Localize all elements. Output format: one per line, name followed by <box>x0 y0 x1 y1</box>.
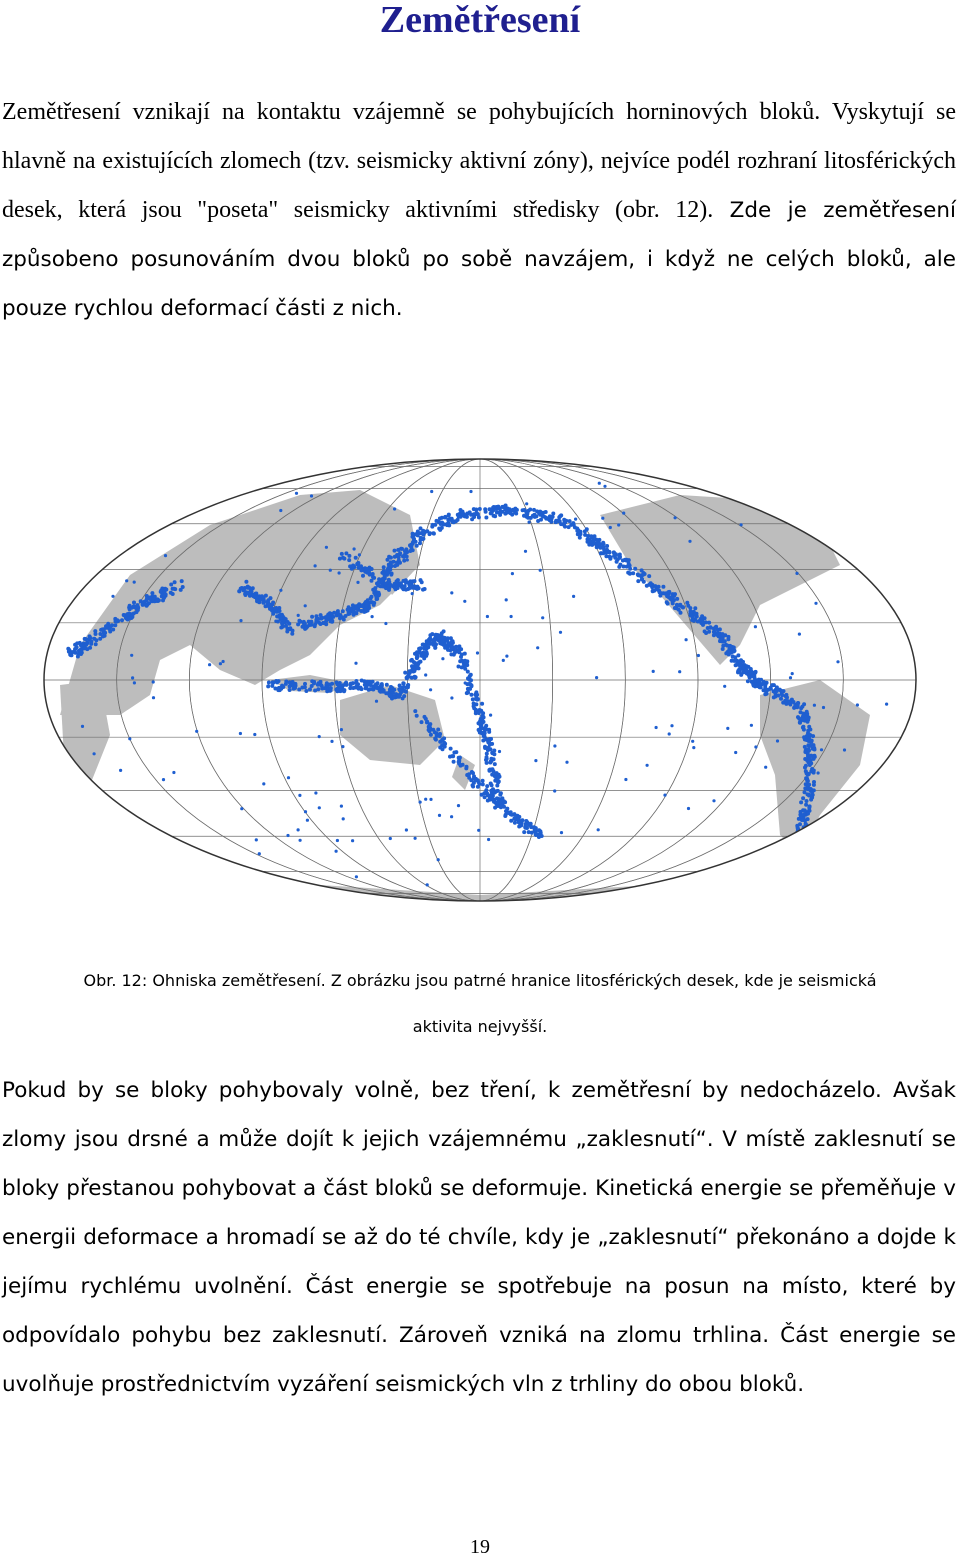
figure-caption-line2: aktivita nejvyšší. <box>412 1017 548 1036</box>
page-title: Zemětřesení <box>379 0 581 41</box>
intro-paragraph-part2: Zde je zemětřesení způsobeno posunováním dvou bloků po sobě navzájem, i když ne celých bloků, ale pouze rychlou deformací části z nich. <box>2 198 956 321</box>
intro-paragraph-part1: Zemětřesení vznikají na kontaktu vzájemně se pohybujících horninových bloků. Vyskytují se hlavně na existujících zlomech (tzv. seismicky aktivní zóny), nejvíce podél rozhraní litosférických desek, která jsou "poseta" seismicky aktivními středisky (obr. 12). <box>2 99 956 223</box>
body-paragraph: Pokud by se bloky pohybovaly volně, bez tření, k zemětřesní by nedocházelo. Avšak zlomy jsou drsné a může dojít k jejich vzájemnému „zaklesnutí“. V místě zaklesnutí se bloky přestanou pohybovat a část bloků se deformuje. Kinetická energie se přeměňuje v energii deformace a hromadí se až do té chvíle, kdy je „zaklesnutí“ překonáno a dojde k jejímu rychlému uvolnění. Část energie se spotřebuje na posun na místo, které by odpovídalo pohybu bez zaklesnutí. Zároveň vzniká na zlomu trhlina. Část energie se uvolňuje prostřednictvím vyzáření seismických vln z trhliny do obou bloků. <box>2 1078 956 1397</box>
page-number: 19 <box>470 1536 490 1558</box>
figure-caption-line1: Obr. 12: Ohniska zemětřesení. Z obrázku jsou patrné hranice litosférických desek, kde je seismická <box>83 971 877 990</box>
figure-caption <box>0 958 960 1050</box>
world-earthquake-map <box>40 455 920 905</box>
intro-paragraph <box>2 88 956 333</box>
